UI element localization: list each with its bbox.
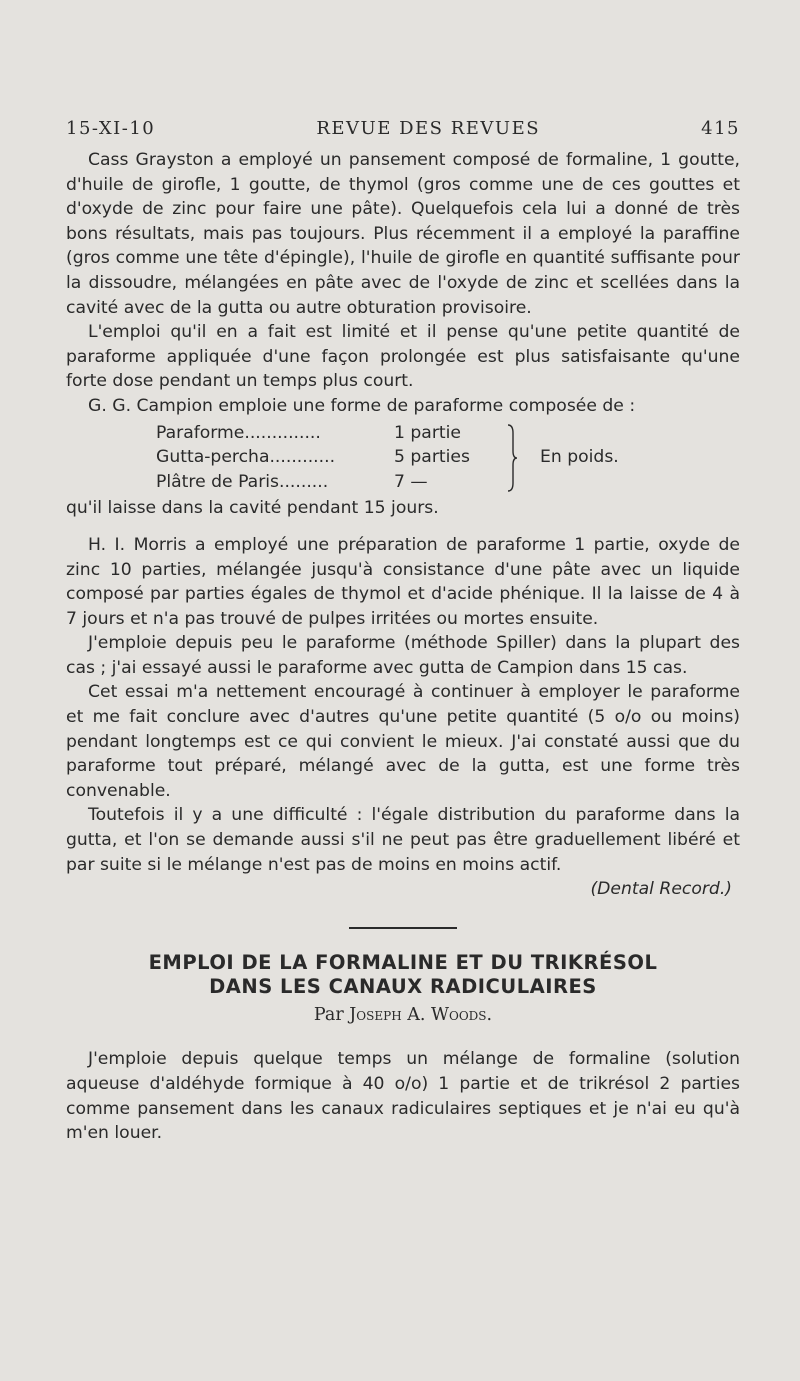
- section-divider: [349, 927, 457, 929]
- running-header: [66, 118, 740, 139]
- author-prefix: Par: [313, 1004, 344, 1025]
- recipe-quantity: 7 —: [394, 471, 428, 492]
- header-date: 15-XI-10: [66, 118, 156, 139]
- paragraph-woods: J'emploie depuis quelque temps un mélange de formaline (solution aqueuse d'aldéhyde formique à 40 o/o) 1 partie et de trikrésol 2 parties comme pansement dans les canaux radiculaires septiques et je n'ai eu qu'à m'en louer.: [66, 1049, 740, 1144]
- recipe-row: [156, 470, 716, 495]
- paragraph-morris: H. I. Morris a employé une préparation de paraforme 1 partie, oxyde de zinc 10 parties, mélangée jusqu'à consistance d'une pâte avec un liquide composé par parties égales de thymol et d'acide phénique. Il la laisse de 4 à 7 jours et n'a pas trouvé de pulpes irritées ou mortes ensuite.: [66, 534, 740, 629]
- header-page-number: 415: [701, 118, 740, 139]
- paragraph-campion: G. G. Campion emploie une forme de paraforme composée de :: [88, 395, 636, 416]
- header-journal-title: REVUE DES REVUES: [316, 118, 541, 139]
- paragraph-emploi-limite: L'emploi qu'il en a fait est limité et il pense qu'une petite quantité de paraforme appliquée d'une façon prolongée est plus satisfaisante qu'une forte dose pendant un temps plus court.: [66, 322, 740, 392]
- paragraph-duree: qu'il laisse dans la cavité pendant 15 jours.: [66, 498, 439, 519]
- article-author: [66, 1003, 740, 1028]
- recipe-quantity: 5 parties: [394, 447, 470, 468]
- recipe-ingredient: Paraforme..............: [156, 422, 321, 443]
- paragraph-difficulte: Toutefois il y a une difficulté : l'égale distribution du paraforme dans la gutta, et l'on se demande aussi s'il ne peut pas être graduellement libéré et par suite si le mélange n'est pas de moins en moins actif.: [66, 805, 740, 875]
- article-title-line-2: DANS LES CANAUX RADICULAIRES: [209, 974, 597, 998]
- author-name: Joseph A. Woods.: [349, 1004, 493, 1025]
- article-title-line-1: EMPLOI DE LA FORMALINE ET DU TRIKRÉSOL: [148, 950, 658, 974]
- paragraph-grayston: Cass Grayston a employé un pansement composé de formaline, 1 goutte, d'huile de girofle, 1 goutte, de thymol (gros comme une de ces gouttes et d'oxyde de zinc pour faire une pâte). Quelquefois cela lui a donné de très bons résultats, mais pas toujours. Plus récemment il a employé la paraffine (gros comme une tête d'épingle), l'huile de girofle en quantité suffisante pour la dissoudre, mélangées en pâte avec de l'oxyde de zinc et scellées dans la cavité avec de la gutta ou autre obturation provisoire.: [66, 150, 740, 318]
- recipe-ingredient: Plâtre de Paris.........: [156, 471, 329, 492]
- recipe-quantity: 1 partie: [394, 422, 461, 443]
- recipe-row: [156, 445, 716, 470]
- paragraph-spiller: J'emploie depuis peu le paraforme (méthode Spiller) dans la plupart des cas ; j'ai essayé aussi le paraforme avec gutta de Campion dans 15 cas.: [66, 633, 740, 678]
- paragraph-essai: Cet essai m'a nettement encouragé à continuer à employer le paraforme et me fait conclure avec d'autres qu'une petite quantité (5 o/o ou moins) pendant longtemps est ce qui convient le mieux. J'ai constaté aussi que du paraforme tout préparé, mélangé avec de la gutta, est une forme très convenable.: [66, 682, 740, 801]
- recipe-note: En poids.: [540, 447, 619, 468]
- source-citation: (Dental Record.): [590, 879, 732, 900]
- page-body: [66, 148, 740, 1146]
- recipe-row: [156, 421, 716, 446]
- curly-brace-icon: [506, 423, 518, 493]
- recipe-table: [156, 421, 716, 495]
- recipe-ingredient: Gutta-percha............: [156, 447, 336, 468]
